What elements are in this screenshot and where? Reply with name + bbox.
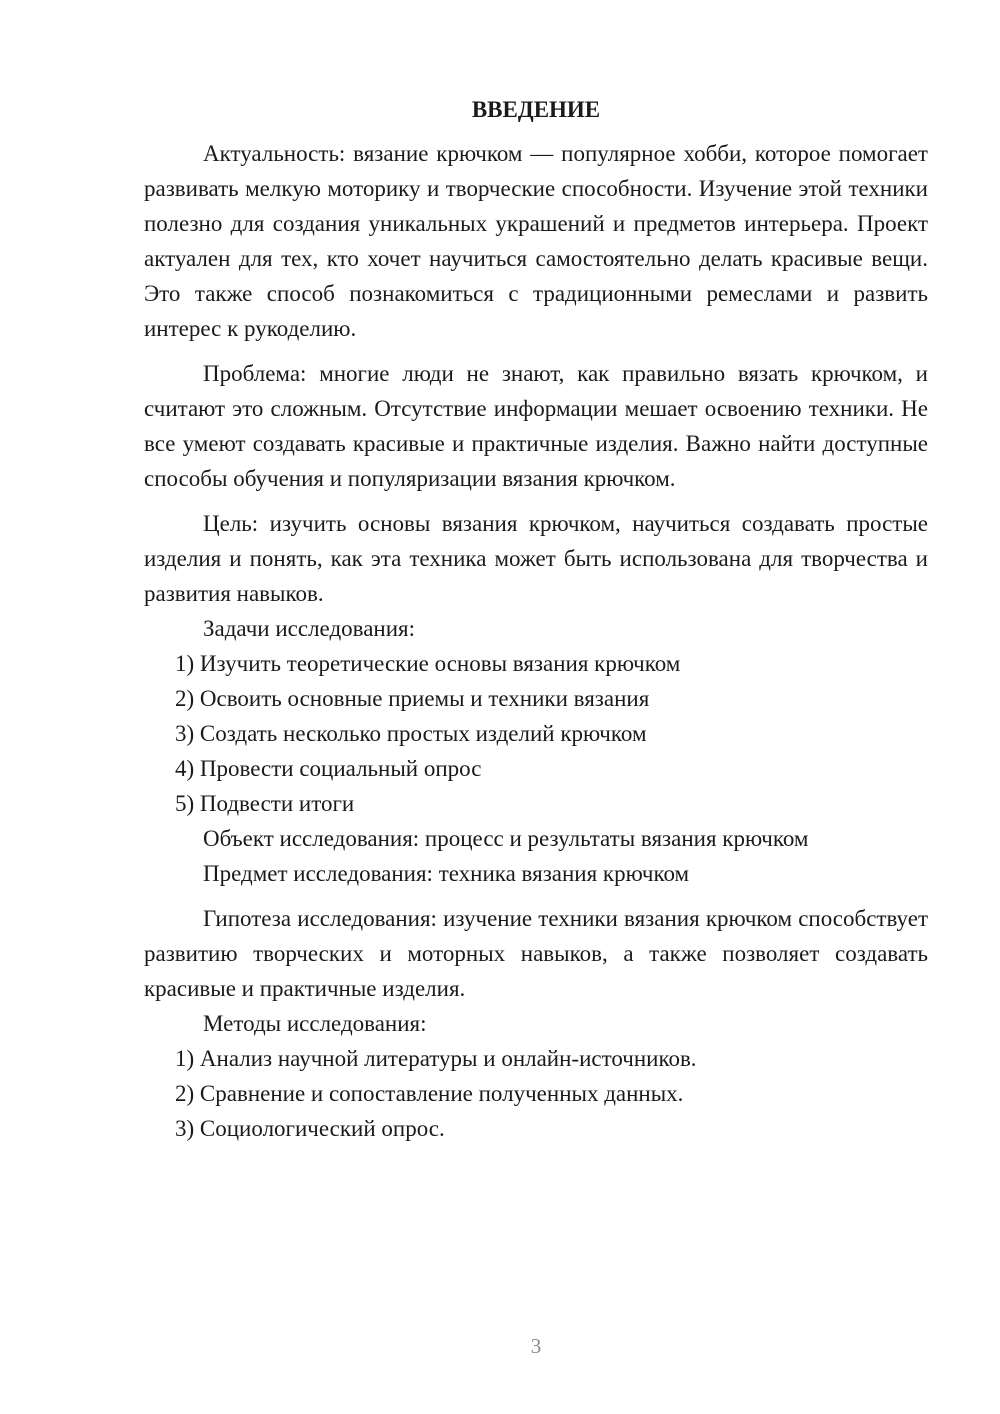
- list-item: 4) Провести социальный опрос: [175, 756, 482, 781]
- list-item: 2) Освоить основные приемы и техники вязания: [175, 686, 650, 711]
- page-number: 3: [530, 1334, 542, 1358]
- goal-paragraph: Цель: изучить основы вязания крючком, научиться создавать простые изделия и понять, как эта техника может быть использована для творчества и развития навыков.: [144, 511, 928, 606]
- list-item: 1) Изучить теоретические основы вязания крючком: [175, 651, 681, 676]
- subject-line: Предмет исследования: техника вязания крючком: [203, 861, 690, 886]
- page-title: ВВЕДЕНИЕ: [471, 97, 601, 122]
- object-line: Объект исследования: процесс и результаты вязания крючком: [203, 826, 809, 851]
- relevance-paragraph: Актуальность: вязание крючком — популярное хобби, которое помогает развивать мелкую моторику и творческие способности. Изучение этой техники полезно для создания уникальных украшений и предметов интерьера. Проект актуален для тех, кто хочет научиться самостоятельно делать красивые вещи. Это также способ познакомиться с традиционными ремеслами и развить интерес к рукоделию.: [144, 141, 928, 341]
- list-item: 2) Сравнение и сопоставление полученных данных.: [175, 1081, 684, 1106]
- methods-heading: Методы исследования:: [203, 1011, 427, 1036]
- list-item: 3) Социологический опрос.: [175, 1116, 445, 1141]
- list-item: 3) Создать несколько простых изделий крючком: [175, 721, 647, 746]
- tasks-heading: Задачи исследования:: [203, 616, 416, 641]
- hypothesis-paragraph: Гипотеза исследования: изучение техники вязания крючком способствует развитию творческих и моторных навыков, а также позволяет создавать красивые и практичные изделия.: [144, 906, 928, 1001]
- list-item: 5) Подвести итоги: [175, 791, 355, 816]
- list-item: 1) Анализ научной литературы и онлайн-источников.: [175, 1046, 697, 1071]
- problem-paragraph: Проблема: многие люди не знают, как правильно вязать крючком, и считают это сложным. Отсутствие информации мешает освоению техники. Не все умеют создавать красивые и практичные изделия. Важно найти доступные способы обучения и популяризации вязания крючком.: [144, 361, 928, 491]
